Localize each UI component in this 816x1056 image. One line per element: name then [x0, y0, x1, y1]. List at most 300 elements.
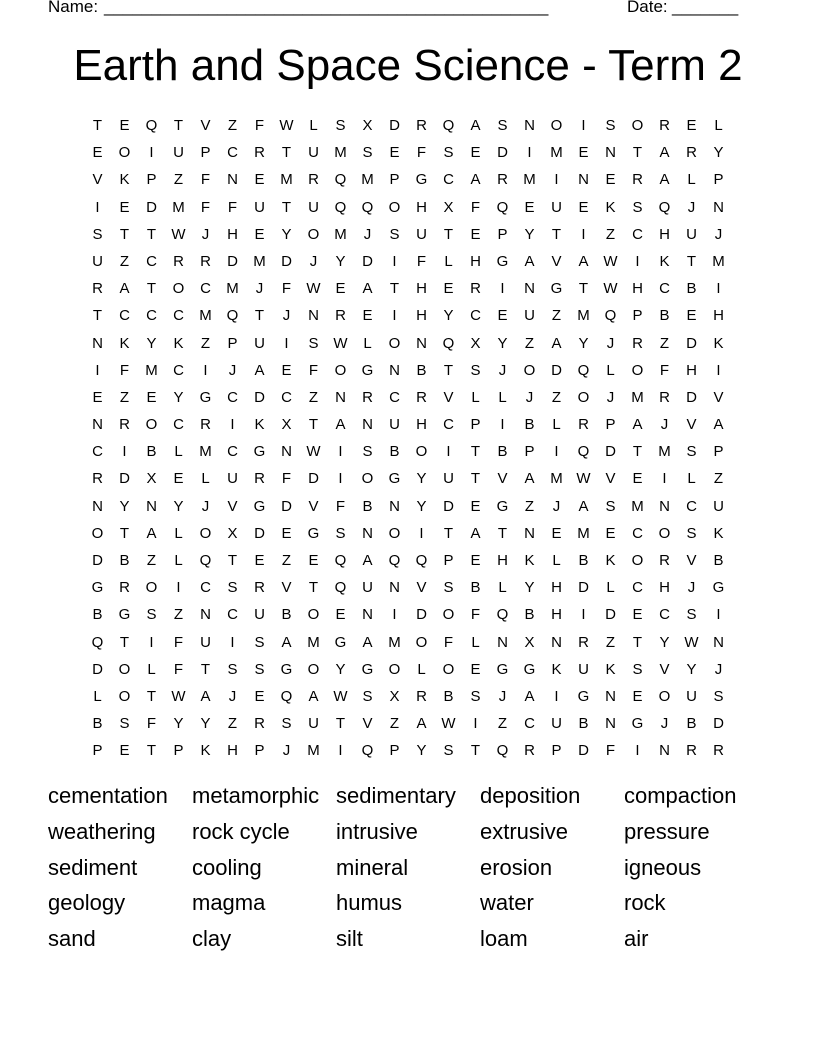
grid-letter[interactable]: Q: [199, 552, 212, 569]
grid-letter[interactable]: O: [631, 552, 644, 569]
grid-letter[interactable]: V: [497, 470, 508, 488]
grid-letter[interactable]: I: [500, 280, 505, 298]
grid-letter[interactable]: G: [415, 171, 428, 189]
grid-letter[interactable]: Y: [200, 715, 211, 733]
grid-letter[interactable]: N: [308, 307, 319, 325]
grid-letter[interactable]: B: [686, 280, 697, 298]
grid-letter[interactable]: T: [200, 660, 211, 678]
grid-letter[interactable]: I: [581, 225, 586, 243]
grid-letter[interactable]: I: [95, 361, 100, 379]
grid-letter[interactable]: B: [281, 606, 292, 624]
grid-letter[interactable]: F: [416, 144, 427, 162]
grid-letter[interactable]: D: [227, 252, 238, 270]
grid-letter[interactable]: O: [118, 687, 131, 705]
grid-letter[interactable]: U: [524, 307, 535, 325]
grid-letter[interactable]: R: [686, 742, 697, 760]
grid-letter[interactable]: J: [552, 497, 561, 515]
grid-letter[interactable]: S: [686, 443, 697, 461]
grid-letter[interactable]: E: [524, 198, 535, 216]
grid-letter[interactable]: X: [470, 334, 481, 352]
grid-letter[interactable]: N: [416, 334, 427, 352]
grid-letter[interactable]: V: [227, 497, 238, 515]
grid-letter[interactable]: D: [254, 388, 265, 406]
grid-letter[interactable]: Y: [416, 470, 427, 488]
grid-letter[interactable]: O: [658, 524, 671, 542]
grid-letter[interactable]: R: [119, 416, 130, 434]
grid-letter[interactable]: C: [524, 715, 535, 733]
grid-letter[interactable]: P: [389, 171, 400, 189]
grid-letter[interactable]: A: [200, 687, 211, 705]
grid-letter[interactable]: I: [581, 606, 586, 624]
grid-letter[interactable]: H: [497, 552, 508, 569]
grid-letter[interactable]: L: [606, 579, 615, 597]
grid-letter[interactable]: D: [92, 552, 103, 569]
grid-letter[interactable]: E: [389, 144, 400, 162]
grid-letter[interactable]: L: [201, 470, 210, 488]
grid-letter[interactable]: T: [281, 198, 292, 216]
grid-letter[interactable]: E: [632, 470, 643, 488]
grid-letter[interactable]: A: [281, 633, 292, 651]
grid-letter[interactable]: Q: [334, 198, 347, 216]
grid-letter[interactable]: Z: [524, 497, 535, 515]
grid-letter[interactable]: F: [254, 117, 265, 134]
grid-letter[interactable]: L: [363, 334, 372, 352]
grid-letter[interactable]: M: [334, 225, 347, 243]
grid-letter[interactable]: N: [362, 606, 373, 624]
grid-letter[interactable]: H: [659, 579, 670, 597]
grid-letter[interactable]: I: [581, 117, 586, 134]
grid-letter[interactable]: D: [578, 742, 589, 760]
grid-letter[interactable]: C: [227, 388, 238, 406]
grid-letter[interactable]: M: [199, 307, 212, 325]
grid-letter[interactable]: P: [92, 742, 103, 760]
grid-letter[interactable]: I: [149, 633, 154, 651]
grid-letter[interactable]: H: [416, 307, 427, 325]
grid-letter[interactable]: S: [119, 715, 130, 733]
grid-letter[interactable]: I: [635, 252, 640, 270]
grid-letter[interactable]: M: [658, 443, 671, 461]
grid-letter[interactable]: C: [173, 307, 184, 325]
grid-letter[interactable]: W: [684, 633, 699, 651]
grid-letter[interactable]: Y: [524, 579, 535, 597]
grid-letter[interactable]: U: [254, 334, 265, 352]
grid-letter[interactable]: S: [362, 687, 373, 705]
grid-letter[interactable]: Z: [173, 171, 184, 189]
grid-letter[interactable]: U: [173, 144, 184, 162]
grid-letter[interactable]: Y: [416, 497, 427, 515]
grid-letter[interactable]: O: [658, 687, 671, 705]
grid-letter[interactable]: Q: [577, 443, 590, 461]
grid-letter[interactable]: I: [662, 470, 667, 488]
grid-letter[interactable]: M: [334, 144, 347, 162]
grid-letter[interactable]: Y: [335, 252, 346, 270]
grid-letter[interactable]: T: [578, 280, 589, 298]
grid-letter[interactable]: T: [335, 715, 346, 733]
grid-letter[interactable]: R: [362, 388, 373, 406]
grid-letter[interactable]: Z: [713, 470, 724, 488]
grid-letter[interactable]: S: [308, 334, 319, 352]
grid-letter[interactable]: C: [659, 606, 670, 624]
grid-letter[interactable]: A: [578, 252, 589, 270]
grid-letter[interactable]: C: [146, 307, 157, 325]
grid-letter[interactable]: F: [470, 198, 481, 216]
grid-letter[interactable]: C: [686, 497, 697, 515]
grid-letter[interactable]: A: [713, 416, 724, 434]
grid-letter[interactable]: U: [686, 687, 697, 705]
grid-letter[interactable]: T: [146, 742, 157, 760]
grid-letter[interactable]: G: [361, 660, 374, 678]
grid-letter[interactable]: N: [578, 171, 589, 189]
grid-letter[interactable]: V: [362, 715, 373, 733]
grid-letter[interactable]: F: [470, 606, 481, 624]
grid-letter[interactable]: G: [199, 388, 212, 406]
grid-letter[interactable]: I: [122, 443, 127, 461]
grid-letter[interactable]: Y: [173, 715, 184, 733]
grid-letter[interactable]: N: [497, 633, 508, 651]
grid-letter[interactable]: R: [254, 144, 265, 162]
grid-letter[interactable]: A: [659, 144, 670, 162]
grid-letter[interactable]: N: [524, 117, 535, 134]
grid-letter[interactable]: B: [362, 497, 373, 515]
date-field[interactable]: _______: [672, 0, 739, 16]
grid-letter[interactable]: I: [419, 524, 424, 542]
grid-letter[interactable]: E: [254, 552, 265, 569]
grid-letter[interactable]: M: [280, 171, 293, 189]
grid-letter[interactable]: Q: [334, 579, 347, 597]
grid-letter[interactable]: T: [92, 117, 103, 134]
grid-letter[interactable]: D: [443, 497, 454, 515]
grid-letter[interactable]: Q: [280, 687, 293, 705]
grid-letter[interactable]: T: [443, 361, 454, 379]
grid-letter[interactable]: V: [92, 171, 103, 189]
grid-letter[interactable]: N: [389, 497, 400, 515]
grid-letter[interactable]: M: [361, 171, 374, 189]
grid-letter[interactable]: Q: [334, 171, 347, 189]
grid-letter[interactable]: E: [308, 552, 319, 569]
grid-letter[interactable]: J: [714, 660, 723, 678]
grid-letter[interactable]: B: [416, 361, 427, 379]
grid-letter[interactable]: E: [335, 606, 346, 624]
grid-letter[interactable]: N: [200, 606, 211, 624]
grid-letter[interactable]: Q: [496, 606, 509, 624]
grid-letter[interactable]: S: [227, 660, 238, 678]
grid-letter[interactable]: T: [308, 416, 319, 434]
grid-letter[interactable]: D: [416, 606, 427, 624]
grid-letter[interactable]: Q: [226, 307, 239, 325]
grid-letter[interactable]: N: [659, 742, 670, 760]
grid-letter[interactable]: W: [306, 280, 321, 298]
grid-letter[interactable]: D: [389, 117, 400, 134]
grid-letter[interactable]: N: [227, 171, 238, 189]
grid-letter[interactable]: J: [309, 252, 318, 270]
grid-letter[interactable]: U: [254, 606, 265, 624]
grid-letter[interactable]: N: [551, 633, 562, 651]
grid-letter[interactable]: S: [254, 660, 265, 678]
grid-letter[interactable]: R: [632, 171, 643, 189]
grid-letter[interactable]: M: [550, 144, 563, 162]
grid-letter[interactable]: M: [523, 171, 536, 189]
grid-letter[interactable]: J: [498, 361, 507, 379]
grid-letter[interactable]: G: [253, 497, 266, 515]
grid-letter[interactable]: B: [713, 552, 724, 569]
grid-letter[interactable]: R: [416, 687, 427, 705]
grid-letter[interactable]: D: [281, 497, 292, 515]
grid-letter[interactable]: J: [606, 334, 615, 352]
grid-letter[interactable]: A: [146, 524, 157, 542]
grid-letter[interactable]: E: [119, 117, 130, 134]
grid-letter[interactable]: B: [92, 715, 103, 733]
grid-letter[interactable]: Q: [604, 307, 617, 325]
grid-letter[interactable]: M: [226, 280, 239, 298]
grid-letter[interactable]: M: [712, 252, 725, 270]
grid-letter[interactable]: A: [470, 524, 481, 542]
grid-letter[interactable]: L: [93, 687, 102, 705]
grid-letter[interactable]: E: [632, 606, 643, 624]
grid-letter[interactable]: G: [523, 660, 536, 678]
grid-letter[interactable]: R: [200, 252, 211, 270]
grid-letter[interactable]: E: [578, 144, 589, 162]
grid-letter[interactable]: T: [632, 633, 643, 651]
grid-letter[interactable]: B: [92, 606, 103, 624]
grid-letter[interactable]: B: [470, 579, 481, 597]
grid-letter[interactable]: L: [174, 443, 183, 461]
grid-letter[interactable]: O: [334, 361, 347, 379]
grid-letter[interactable]: T: [470, 742, 481, 760]
grid-letter[interactable]: N: [713, 198, 724, 216]
grid-letter[interactable]: B: [389, 443, 400, 461]
grid-letter[interactable]: K: [200, 742, 211, 760]
grid-letter[interactable]: Y: [659, 633, 670, 651]
grid-letter[interactable]: I: [500, 416, 505, 434]
grid-letter[interactable]: M: [172, 198, 185, 216]
grid-letter[interactable]: H: [632, 280, 643, 298]
grid-letter[interactable]: D: [686, 388, 697, 406]
grid-letter[interactable]: A: [416, 715, 427, 733]
grid-letter[interactable]: W: [603, 280, 618, 298]
grid-letter[interactable]: G: [361, 361, 374, 379]
grid-letter[interactable]: D: [146, 198, 157, 216]
grid-letter[interactable]: C: [119, 307, 130, 325]
grid-letter[interactable]: O: [118, 660, 131, 678]
grid-letter[interactable]: G: [496, 660, 509, 678]
grid-letter[interactable]: P: [200, 144, 211, 162]
grid-letter[interactable]: O: [145, 579, 158, 597]
grid-letter[interactable]: X: [443, 198, 454, 216]
grid-letter[interactable]: M: [307, 633, 320, 651]
grid-letter[interactable]: X: [389, 687, 400, 705]
grid-letter[interactable]: B: [443, 687, 454, 705]
grid-letter[interactable]: P: [146, 171, 157, 189]
grid-letter[interactable]: E: [92, 144, 103, 162]
grid-letter[interactable]: U: [254, 198, 265, 216]
grid-letter[interactable]: G: [307, 524, 320, 542]
grid-letter[interactable]: C: [146, 252, 157, 270]
grid-letter[interactable]: T: [443, 225, 454, 243]
grid-letter[interactable]: I: [338, 742, 343, 760]
grid-letter[interactable]: D: [254, 524, 265, 542]
grid-letter[interactable]: L: [498, 388, 507, 406]
grid-letter[interactable]: R: [416, 388, 427, 406]
grid-letter[interactable]: P: [632, 307, 643, 325]
grid-letter[interactable]: Z: [173, 606, 184, 624]
grid-letter[interactable]: C: [227, 443, 238, 461]
grid-letter[interactable]: U: [686, 225, 697, 243]
grid-letter[interactable]: L: [309, 117, 318, 134]
grid-letter[interactable]: U: [551, 198, 562, 216]
grid-letter[interactable]: N: [659, 497, 670, 515]
grid-letter[interactable]: O: [199, 524, 212, 542]
grid-letter[interactable]: D: [119, 470, 130, 488]
grid-letter[interactable]: L: [174, 552, 183, 569]
grid-letter[interactable]: I: [284, 334, 289, 352]
grid-letter[interactable]: L: [417, 660, 426, 678]
grid-letter[interactable]: I: [473, 715, 478, 733]
grid-letter[interactable]: D: [308, 470, 319, 488]
grid-letter[interactable]: N: [92, 334, 103, 352]
grid-letter[interactable]: E: [362, 307, 373, 325]
grid-letter[interactable]: Q: [496, 198, 509, 216]
grid-letter[interactable]: A: [308, 687, 319, 705]
grid-letter[interactable]: E: [605, 524, 616, 542]
grid-letter[interactable]: H: [551, 606, 562, 624]
grid-letter[interactable]: U: [308, 144, 319, 162]
grid-letter[interactable]: J: [660, 416, 669, 434]
grid-letter[interactable]: V: [551, 252, 562, 270]
grid-letter[interactable]: S: [443, 579, 454, 597]
grid-letter[interactable]: C: [470, 307, 481, 325]
grid-letter[interactable]: U: [443, 470, 454, 488]
grid-letter[interactable]: M: [577, 524, 590, 542]
grid-letter[interactable]: B: [686, 715, 697, 733]
grid-letter[interactable]: Y: [713, 144, 724, 162]
grid-letter[interactable]: G: [496, 497, 509, 515]
grid-letter[interactable]: D: [605, 443, 616, 461]
grid-letter[interactable]: M: [577, 307, 590, 325]
grid-letter[interactable]: K: [524, 552, 535, 569]
grid-letter[interactable]: S: [686, 524, 697, 542]
grid-letter[interactable]: H: [713, 307, 724, 325]
grid-letter[interactable]: W: [576, 470, 591, 488]
grid-letter[interactable]: J: [363, 225, 372, 243]
grid-letter[interactable]: F: [146, 715, 157, 733]
grid-letter[interactable]: Q: [388, 552, 401, 569]
grid-letter[interactable]: G: [577, 687, 590, 705]
grid-letter[interactable]: Z: [497, 715, 508, 733]
grid-letter[interactable]: U: [416, 225, 427, 243]
grid-letter[interactable]: T: [389, 280, 400, 298]
grid-letter[interactable]: Y: [686, 660, 697, 678]
grid-letter[interactable]: T: [308, 579, 319, 597]
grid-letter[interactable]: T: [632, 144, 643, 162]
grid-letter[interactable]: E: [470, 552, 481, 569]
grid-letter[interactable]: J: [687, 579, 696, 597]
grid-letter[interactable]: D: [551, 361, 562, 379]
grid-letter[interactable]: S: [632, 660, 643, 678]
grid-letter[interactable]: R: [416, 117, 427, 134]
grid-letter[interactable]: F: [173, 633, 184, 651]
grid-letter[interactable]: W: [333, 687, 348, 705]
grid-letter[interactable]: R: [254, 715, 265, 733]
grid-letter[interactable]: S: [362, 144, 373, 162]
grid-letter[interactable]: P: [470, 416, 481, 434]
grid-letter[interactable]: N: [605, 687, 616, 705]
grid-letter[interactable]: I: [392, 307, 397, 325]
grid-letter[interactable]: N: [389, 361, 400, 379]
grid-letter[interactable]: J: [201, 225, 210, 243]
grid-letter[interactable]: E: [92, 388, 103, 406]
grid-letter[interactable]: Y: [578, 334, 589, 352]
grid-letter[interactable]: N: [605, 715, 616, 733]
grid-letter[interactable]: N: [335, 388, 346, 406]
grid-letter[interactable]: F: [281, 280, 292, 298]
grid-letter[interactable]: U: [578, 660, 589, 678]
grid-letter[interactable]: Y: [173, 388, 184, 406]
grid-letter[interactable]: C: [200, 280, 211, 298]
grid-letter[interactable]: B: [524, 416, 535, 434]
grid-letter[interactable]: R: [497, 171, 508, 189]
grid-letter[interactable]: M: [388, 633, 401, 651]
grid-letter[interactable]: Z: [389, 715, 400, 733]
grid-letter[interactable]: J: [201, 497, 210, 515]
grid-letter[interactable]: J: [660, 715, 669, 733]
grid-letter[interactable]: G: [91, 579, 104, 597]
grid-letter[interactable]: M: [253, 252, 266, 270]
grid-letter[interactable]: A: [524, 470, 535, 488]
grid-letter[interactable]: O: [307, 225, 320, 243]
grid-letter[interactable]: K: [119, 334, 130, 352]
grid-letter[interactable]: C: [227, 144, 238, 162]
grid-letter[interactable]: V: [281, 579, 292, 597]
grid-letter[interactable]: O: [388, 660, 401, 678]
grid-letter[interactable]: W: [171, 225, 186, 243]
grid-letter[interactable]: O: [415, 633, 428, 651]
grid-letter[interactable]: V: [605, 470, 616, 488]
grid-letter[interactable]: R: [659, 552, 670, 569]
grid-letter[interactable]: U: [308, 715, 319, 733]
grid-letter[interactable]: U: [92, 252, 103, 270]
grid-letter[interactable]: F: [200, 198, 211, 216]
grid-letter[interactable]: G: [712, 579, 725, 597]
grid-letter[interactable]: E: [470, 144, 481, 162]
grid-letter[interactable]: B: [497, 443, 508, 461]
grid-letter[interactable]: E: [254, 687, 265, 705]
grid-letter[interactable]: S: [227, 579, 238, 597]
grid-letter[interactable]: E: [173, 470, 184, 488]
grid-letter[interactable]: E: [497, 307, 508, 325]
grid-letter[interactable]: Y: [119, 497, 130, 515]
grid-letter[interactable]: T: [227, 552, 238, 569]
grid-letter[interactable]: Q: [442, 117, 455, 134]
grid-letter[interactable]: P: [389, 742, 400, 760]
grid-letter[interactable]: O: [361, 470, 374, 488]
grid-letter[interactable]: R: [200, 416, 211, 434]
grid-letter[interactable]: Z: [605, 633, 616, 651]
grid-letter[interactable]: C: [632, 524, 643, 542]
grid-letter[interactable]: Y: [443, 307, 454, 325]
grid-letter[interactable]: V: [200, 117, 211, 134]
grid-letter[interactable]: N: [524, 280, 535, 298]
grid-letter[interactable]: A: [470, 171, 481, 189]
grid-letter[interactable]: E: [119, 198, 130, 216]
grid-letter[interactable]: J: [282, 742, 291, 760]
grid-letter[interactable]: L: [687, 470, 696, 488]
grid-letter[interactable]: Z: [605, 225, 616, 243]
grid-letter[interactable]: T: [497, 524, 508, 542]
grid-letter[interactable]: A: [578, 497, 589, 515]
grid-letter[interactable]: P: [227, 334, 238, 352]
grid-letter[interactable]: N: [362, 524, 373, 542]
grid-letter[interactable]: D: [578, 579, 589, 597]
